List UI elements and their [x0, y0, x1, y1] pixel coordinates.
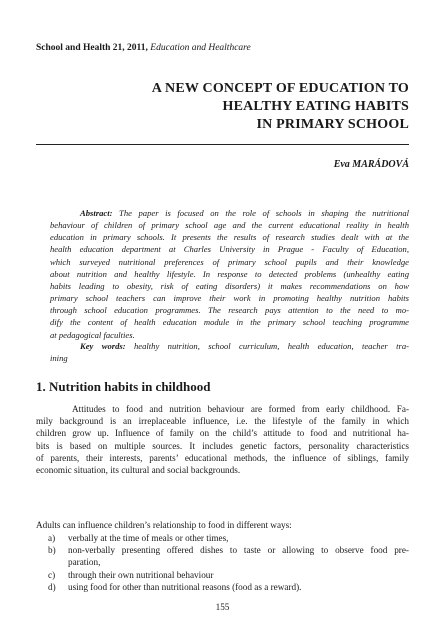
article-title — [49, 80, 409, 134]
section-heading: 1. Nutrition habits in childhood — [36, 379, 211, 394]
list-marker: d) — [48, 581, 56, 592]
abstract-block — [50, 207, 409, 341]
abstract-line: primary school teachers can improve their work in promoting healthy nutrition habits — [50, 293, 409, 304]
paragraph-line: mily background is an irreplaceable influence, i.e. the lifestyle of the family in which — [36, 416, 409, 427]
list-item-text: paration, — [68, 557, 101, 568]
keywords-label: Key words: — [80, 341, 126, 351]
list-intro: Adults can influence children’s relationship to food in different ways: — [36, 520, 292, 530]
abstract-line: which surveyed nutritional preferences of primary school pupils and their knowledge — [50, 256, 409, 267]
ways-list — [36, 532, 409, 593]
list-item-text: non-verbally presenting offered dishes to taste or allowing to observe food pre- — [68, 545, 409, 556]
list-item — [36, 569, 409, 581]
author-name: Eva MARÁDOVÁ — [333, 159, 409, 170]
list-item — [36, 581, 409, 593]
abstract-line: through school education programmes. The research pays attention to the need to mo- — [50, 305, 409, 316]
list-item — [36, 532, 409, 544]
paragraph-line: bits is based on multiple sources. It includes genetic factors, personality characteristics — [36, 440, 409, 451]
title-line: A NEW CONCEPT OF EDUCATION TO — [151, 81, 409, 96]
journal-name: School and Health 21, 2011, — [36, 43, 148, 53]
paragraph-line: of parents, their interests, parents’ educational methods, the influence of siblings, family — [36, 452, 409, 463]
journal-section: Education and Healthcare — [150, 43, 251, 53]
list-marker: a) — [48, 533, 56, 543]
keywords-block — [50, 340, 409, 364]
title-rule — [36, 144, 409, 145]
abstract-label: Abstract: — [80, 208, 113, 218]
list-item-text: verbally at the time of meals or other times, — [68, 533, 229, 543]
paragraph-line: children grow up. Influence of family on the child’s attitude to food and nutritional ha- — [36, 428, 409, 439]
abstract-line: behaviour of children of primary school age and the current educational reality in health — [50, 220, 409, 231]
section-paragraph — [36, 403, 409, 476]
running-head — [36, 43, 251, 53]
abstract-line: habits leading to obesity, risk of eating disorders) it makes recommendations on how — [50, 280, 409, 291]
list-marker: c) — [48, 569, 56, 580]
list-item-text: through their own nutritional behaviour — [68, 569, 214, 580]
abstract-line: health education department at Charles University in Prague - Faculty of Education, — [50, 244, 409, 255]
keywords-line: Key words: healthy nutrition, school curriculum, health education, teacher tra- — [80, 341, 410, 351]
abstract-line: education in primary schools. It presents the results of research studies dealt with at the — [50, 232, 409, 243]
title-line: HEALTHY EATING HABITS — [222, 99, 409, 114]
paragraph-line: economic situation, its cultural and social backgrounds. — [36, 465, 241, 476]
title-line: IN PRIMARY SCHOOL — [256, 117, 409, 132]
paragraph-line: Attitudes to food and nutrition behaviour are formed from early childhood. Fa- — [72, 404, 409, 414]
list-item — [36, 544, 409, 568]
keywords-line: ining — [50, 353, 68, 364]
abstract-line: Abstract: The paper is focused on the role of schools in shaping the nutritional — [80, 208, 410, 218]
abstract-line: dify the content of health education module in the primary school teaching programme — [50, 317, 409, 328]
page-number: 155 — [215, 602, 230, 612]
list-item-text: using food for other than nutritional reasons (food as a reward). — [68, 581, 302, 592]
abstract-line: about nutrition and healthy lifestyle. In response to detected problems (unhealthy eating — [50, 268, 409, 279]
abstract-line: at pedagogical faculties. — [50, 329, 135, 340]
list-marker: b) — [48, 545, 56, 556]
